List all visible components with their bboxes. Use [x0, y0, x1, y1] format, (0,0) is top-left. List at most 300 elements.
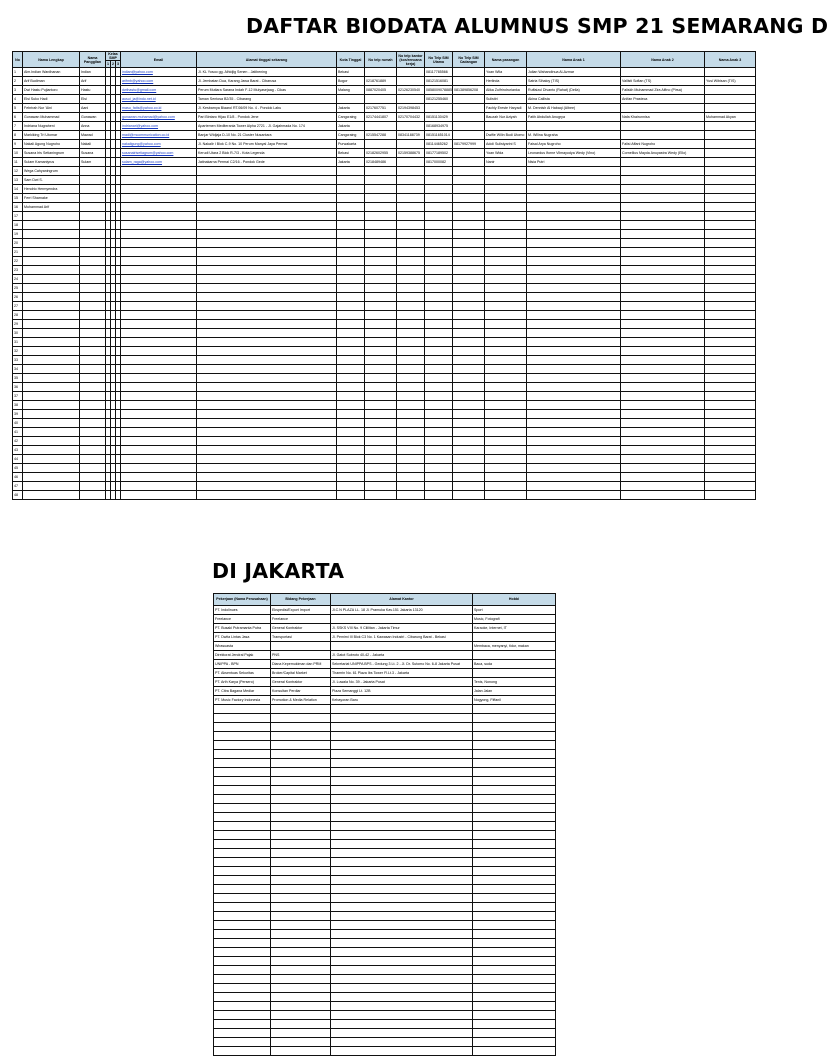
- table-row: [214, 1011, 556, 1020]
- table-cell: [705, 464, 756, 473]
- table-cell: [23, 464, 80, 473]
- table-cell: Adoli Sulistyarini S: [485, 140, 527, 149]
- table-row: [13, 212, 756, 221]
- table-cell: [214, 993, 271, 1002]
- table-cell: [197, 230, 337, 239]
- table-cell: [473, 921, 556, 930]
- table-cell: [527, 176, 621, 185]
- table-row: [214, 642, 556, 651]
- table-cell: [271, 786, 331, 795]
- table-cell: [337, 338, 365, 347]
- table-cell: [453, 338, 485, 347]
- table-cell: [23, 401, 80, 410]
- table-cell: [621, 365, 705, 374]
- table-row: [13, 428, 756, 437]
- table-cell: [121, 329, 197, 338]
- table-cell: Jl. Kesbarnya Biaarol RT.06/09 No. 4 - Pondok Labu: [197, 104, 337, 113]
- table-cell: Dwifie Wilin Budi Utomo: [485, 131, 527, 140]
- table-cell: [365, 68, 397, 77]
- table-cell: [621, 212, 705, 221]
- table-cell: [365, 464, 397, 473]
- table-cell: Faliskh Muhammad Zira Alfino (Pirsa): [621, 86, 705, 95]
- table-cell: [271, 867, 331, 876]
- table-cell: 081511651014: [425, 131, 453, 140]
- table-cell: [485, 392, 527, 401]
- table-cell: [485, 221, 527, 230]
- table-cell: Nafa Khairunnisa: [621, 113, 705, 122]
- table-cell: [271, 948, 331, 957]
- table-cell: [80, 446, 106, 455]
- table-cell: [453, 401, 485, 410]
- table-cell: [197, 491, 337, 500]
- table-cell: [397, 482, 425, 491]
- table-cell: [80, 392, 106, 401]
- table-row: [13, 77, 756, 86]
- table-cell: [365, 329, 397, 338]
- table-cell: [705, 230, 756, 239]
- table-cell: [527, 194, 621, 203]
- table-cell: [453, 203, 485, 212]
- table-cell: [214, 768, 271, 777]
- table-cell: Thamrin No. 61 Plaza Ibs Tower Fl.Lt.3 - Jakarta: [331, 669, 473, 678]
- table-row: [214, 885, 556, 894]
- table-cell: [197, 257, 337, 266]
- table-cell: Taman Sentosa B2/35 - Cibarang: [197, 95, 337, 104]
- table-cell: [197, 284, 337, 293]
- table-cell: Arif Budiman: [23, 77, 80, 86]
- table-cell: [331, 732, 473, 741]
- table-cell: [485, 356, 527, 365]
- table-row: [214, 849, 556, 858]
- table-row: [13, 293, 756, 302]
- table-cell: [337, 194, 365, 203]
- table-cell: [331, 966, 473, 975]
- table-cell: Jakarta: [337, 104, 365, 113]
- table-cell: [365, 257, 397, 266]
- table-cell: Sulam Kamaniyrus: [23, 158, 80, 167]
- table-cell: [337, 176, 365, 185]
- table-cell: [485, 284, 527, 293]
- table-cell: [621, 284, 705, 293]
- table-cell: [80, 185, 106, 194]
- table-cell: [121, 212, 197, 221]
- table-cell: [337, 320, 365, 329]
- table-cell: [705, 284, 756, 293]
- header-anak-2: Nama Anak 2: [621, 52, 705, 68]
- table-cell: [80, 194, 106, 203]
- table-row: [214, 624, 556, 633]
- table-cell: [80, 176, 106, 185]
- table-row: [13, 383, 756, 392]
- table-cell: [197, 311, 337, 320]
- table-cell: [337, 383, 365, 392]
- table-cell: 02126230540: [397, 86, 425, 95]
- table-cell: 08341188739: [397, 131, 425, 140]
- table-cell: [473, 912, 556, 921]
- table-cell: [425, 464, 453, 473]
- table-cell: [473, 705, 556, 714]
- table-cell: [473, 849, 556, 858]
- table-cell: Faisal Arya Nugroho: [527, 140, 621, 149]
- table-row: [13, 374, 756, 383]
- table-cell: [453, 437, 485, 446]
- table-cell: [121, 392, 197, 401]
- table-cell: [473, 768, 556, 777]
- table-cell: [23, 446, 80, 455]
- table-cell: [337, 230, 365, 239]
- table-cell: [271, 876, 331, 885]
- table-cell: [473, 651, 556, 660]
- table-cell: [365, 185, 397, 194]
- table-cell: [197, 356, 337, 365]
- table-cell: [80, 293, 106, 302]
- table-cell: [473, 1002, 556, 1011]
- email-cell: [121, 203, 197, 212]
- table-row: [13, 338, 756, 347]
- table-row: [13, 194, 756, 203]
- table-cell: [271, 723, 331, 732]
- header-pekerjaan: Pekerjaan (Nama Perusahaan): [214, 594, 271, 606]
- table-cell: [453, 284, 485, 293]
- table-cell: Nanir: [485, 158, 527, 167]
- table-cell: [473, 867, 556, 876]
- table-row: [13, 158, 756, 167]
- table-cell: [80, 374, 106, 383]
- table-cell: [621, 248, 705, 257]
- table-cell: [197, 437, 337, 446]
- table-cell: [121, 266, 197, 275]
- table-cell: Transportasi: [271, 633, 331, 642]
- header-bidang: Bidang Pekerjaan: [271, 594, 331, 606]
- table-cell: [527, 338, 621, 347]
- table-cell: [271, 984, 331, 993]
- table-cell: Freelance: [214, 615, 271, 624]
- table-cell: [425, 410, 453, 419]
- table-row: [214, 714, 556, 723]
- table-cell: [214, 777, 271, 786]
- table-cell: [397, 95, 425, 104]
- table-cell: [80, 230, 106, 239]
- table-cell: [453, 491, 485, 500]
- table-cell: [621, 239, 705, 248]
- table-cell: [80, 428, 106, 437]
- table-cell: 5: [13, 104, 23, 113]
- table-cell: 30: [13, 329, 23, 338]
- table-cell: [331, 1011, 473, 1020]
- table-cell: [365, 221, 397, 230]
- table-cell: [705, 491, 756, 500]
- table-cell: 44: [13, 455, 23, 464]
- table-cell: [214, 1011, 271, 1020]
- table-cell: [705, 419, 756, 428]
- table-row: [13, 185, 756, 194]
- table-cell: Yoan Wida: [485, 149, 527, 158]
- table-cell: 47: [13, 482, 23, 491]
- table-cell: [337, 392, 365, 401]
- table-cell: [397, 140, 425, 149]
- table-cell: [337, 464, 365, 473]
- table-cell: [365, 320, 397, 329]
- table-cell: [23, 248, 80, 257]
- table-cell: 48: [13, 491, 23, 500]
- table-cell: [453, 221, 485, 230]
- table-cell: [121, 284, 197, 293]
- table-cell: [485, 347, 527, 356]
- table-cell: [331, 993, 473, 1002]
- table-cell: [473, 759, 556, 768]
- table-cell: [197, 248, 337, 257]
- table-cell: [365, 266, 397, 275]
- table-cell: [397, 491, 425, 500]
- table-cell: PT. Dwita Lintas Jasa: [214, 633, 271, 642]
- table-cell: [485, 275, 527, 284]
- table-cell: Nakali: [80, 140, 106, 149]
- table-cell: [271, 885, 331, 894]
- table-cell: [397, 329, 425, 338]
- table-cell: [80, 221, 106, 230]
- table-cell: 0887020405: [365, 86, 397, 95]
- table-row: [13, 275, 756, 284]
- table-cell: Hendrio Hermyendra: [23, 185, 80, 194]
- table-cell: 0217607751: [365, 104, 397, 113]
- table-cell: Yoan Wila: [485, 68, 527, 77]
- email-cell: [121, 167, 197, 176]
- table-cell: [331, 912, 473, 921]
- table-cell: [453, 329, 485, 338]
- table-cell: [453, 464, 485, 473]
- table-cell: [23, 419, 80, 428]
- table-cell: Gunawan Muhammad: [23, 113, 80, 122]
- email-cell: sulam_raga@yahoo.com: [121, 158, 197, 167]
- table-cell: Membaca, menyanyi, tidur, makan: [473, 642, 556, 651]
- table-cell: [121, 473, 197, 482]
- table-row: [214, 948, 556, 957]
- table-row: [214, 786, 556, 795]
- table-cell: [271, 750, 331, 759]
- table-cell: [705, 203, 756, 212]
- table-cell: [425, 293, 453, 302]
- table-cell: [365, 311, 397, 320]
- table-cell: [527, 464, 621, 473]
- table-cell: [214, 1002, 271, 1011]
- table-cell: [365, 122, 397, 131]
- table-cell: [453, 95, 485, 104]
- table-cell: [473, 975, 556, 984]
- table-cell: [80, 491, 106, 500]
- table-cell: [365, 176, 397, 185]
- table-cell: [397, 446, 425, 455]
- table-cell: [425, 203, 453, 212]
- table-cell: [23, 212, 80, 221]
- table-cell: [705, 149, 756, 158]
- table-row: [214, 723, 556, 732]
- table-cell: [80, 482, 106, 491]
- table-cell: [485, 365, 527, 374]
- table-cell: [331, 903, 473, 912]
- table-cell: [485, 419, 527, 428]
- table-cell: [485, 410, 527, 419]
- table-cell: [80, 473, 106, 482]
- table-cell: [453, 374, 485, 383]
- table-cell: [705, 212, 756, 221]
- table-cell: [705, 122, 756, 131]
- table-cell: [621, 176, 705, 185]
- table-cell: [397, 437, 425, 446]
- table-cell: 0218489486: [365, 158, 397, 167]
- table-cell: [331, 840, 473, 849]
- table-cell: [331, 948, 473, 957]
- table-row: [214, 957, 556, 966]
- header-sim-utama: No Telp SIM Utama: [425, 52, 453, 68]
- table-row: [13, 221, 756, 230]
- table-cell: [485, 437, 527, 446]
- table-cell: [425, 230, 453, 239]
- table-cell: [453, 257, 485, 266]
- table-cell: [397, 311, 425, 320]
- table-cell: [621, 122, 705, 131]
- header-sim-cadangan: No Telp SIM Cadangan: [453, 52, 485, 68]
- table-cell: [705, 140, 756, 149]
- table-cell: [80, 419, 106, 428]
- table-cell: [197, 365, 337, 374]
- table-cell: [271, 1047, 331, 1056]
- table-header-2: [214, 594, 556, 606]
- table-cell: PT. Indolinues: [214, 606, 271, 615]
- table-cell: [271, 1011, 331, 1020]
- table-cell: [453, 320, 485, 329]
- table-row: [13, 167, 756, 176]
- table-cell: [23, 239, 80, 248]
- table-cell: [705, 194, 756, 203]
- header-kelas-3: 3: [117, 62, 119, 66]
- table-cell: Nakali Agung Nugroho: [23, 140, 80, 149]
- table-cell: 26: [13, 293, 23, 302]
- table-cell: [527, 230, 621, 239]
- table-cell: [337, 266, 365, 275]
- table-cell: 43: [13, 446, 23, 455]
- table-cell: [527, 167, 621, 176]
- table-cell: [197, 419, 337, 428]
- table-cell: [80, 203, 106, 212]
- table-cell: Febrirah Nur 'Aini: [23, 104, 80, 113]
- table-row: [13, 347, 756, 356]
- table-cell: Wega Cahyaningrum: [23, 167, 80, 176]
- table-cell: [271, 912, 331, 921]
- header-no: No: [13, 52, 23, 68]
- table-cell: 22: [13, 257, 23, 266]
- table-cell: Elsi: [80, 95, 106, 104]
- table-cell: [214, 948, 271, 957]
- table-cell: [331, 1002, 473, 1011]
- table-cell: [425, 257, 453, 266]
- table-cell: Bekasi: [337, 68, 365, 77]
- table-cell: [485, 257, 527, 266]
- table-row: [214, 1038, 556, 1047]
- table-cell: [473, 1047, 556, 1056]
- table-cell: 21: [13, 248, 23, 257]
- header-alamat: Alamat tinggal sekarang: [197, 52, 337, 68]
- header-telp-kantor: No telp kantor (kos/rencana kerja): [398, 53, 423, 66]
- table-cell: [485, 248, 527, 257]
- table-cell: [121, 221, 197, 230]
- table-row: [13, 203, 756, 212]
- table-cell: [705, 428, 756, 437]
- table-cell: [705, 473, 756, 482]
- table-row: [214, 813, 556, 822]
- table-cell: [425, 275, 453, 284]
- table-cell: [425, 104, 453, 113]
- table-cell: Music, Fotografi: [473, 615, 556, 624]
- table-cell: Jalan Jalan: [473, 687, 556, 696]
- table-row: [13, 95, 756, 104]
- table-cell: [214, 822, 271, 831]
- table-cell: [527, 329, 621, 338]
- table-cell: 42: [13, 437, 23, 446]
- table-cell: [621, 311, 705, 320]
- table-cell: Leonardus Iforne Vilmayodya Wedy (Vino): [527, 149, 621, 158]
- table-cell: [197, 428, 337, 437]
- table-cell: [621, 329, 705, 338]
- table-cell: General Kontraktor: [271, 624, 331, 633]
- table-cell: [337, 329, 365, 338]
- table-cell: Jl. Gatot Subroto 40-42 - Jakarta: [331, 651, 473, 660]
- table-cell: [485, 212, 527, 221]
- table-cell: [337, 257, 365, 266]
- table-cell: [527, 410, 621, 419]
- table-row: [13, 356, 756, 365]
- table-cell: 12: [13, 167, 23, 176]
- table-cell: [365, 365, 397, 374]
- table-cell: [705, 311, 756, 320]
- table-cell: [80, 239, 106, 248]
- table-cell: 36: [13, 383, 23, 392]
- table-cell: [621, 257, 705, 266]
- table-cell: PT. Aksentuas Sekuritas: [214, 669, 271, 678]
- table-cell: [473, 723, 556, 732]
- table-cell: [365, 455, 397, 464]
- table-cell: [453, 185, 485, 194]
- table-row: [214, 840, 556, 849]
- table-cell: [331, 759, 473, 768]
- table-cell: [23, 293, 80, 302]
- table-cell: [214, 930, 271, 939]
- table-cell: [365, 491, 397, 500]
- table-cell: PT. Arth Karya (Persero): [214, 678, 271, 687]
- table-cell: [425, 428, 453, 437]
- table-cell: [271, 894, 331, 903]
- table-cell: [527, 365, 621, 374]
- table-cell: [121, 275, 197, 284]
- table-cell: [197, 338, 337, 347]
- table-cell: [197, 464, 337, 473]
- table-cell: [473, 822, 556, 831]
- table-cell: [80, 455, 106, 464]
- table-cell: Sekretariat UNIPPA BPS - Gedung 3 Lt. 2 - Jl. Dr. Sutomo No. 6-8 Jakarta Pusat: [331, 660, 473, 669]
- table-cell: [271, 768, 331, 777]
- table-cell: 40: [13, 419, 23, 428]
- table-cell: Sulam: [80, 158, 106, 167]
- table-row: [214, 732, 556, 741]
- table-cell: 02194398453: [397, 104, 425, 113]
- table-row: [214, 894, 556, 903]
- table-cell: [214, 858, 271, 867]
- table-cell: 14: [13, 185, 23, 194]
- table-cell: [121, 437, 197, 446]
- table-cell: [23, 266, 80, 275]
- table-row: [214, 696, 556, 705]
- table-cell: [453, 428, 485, 437]
- table-cell: [197, 194, 337, 203]
